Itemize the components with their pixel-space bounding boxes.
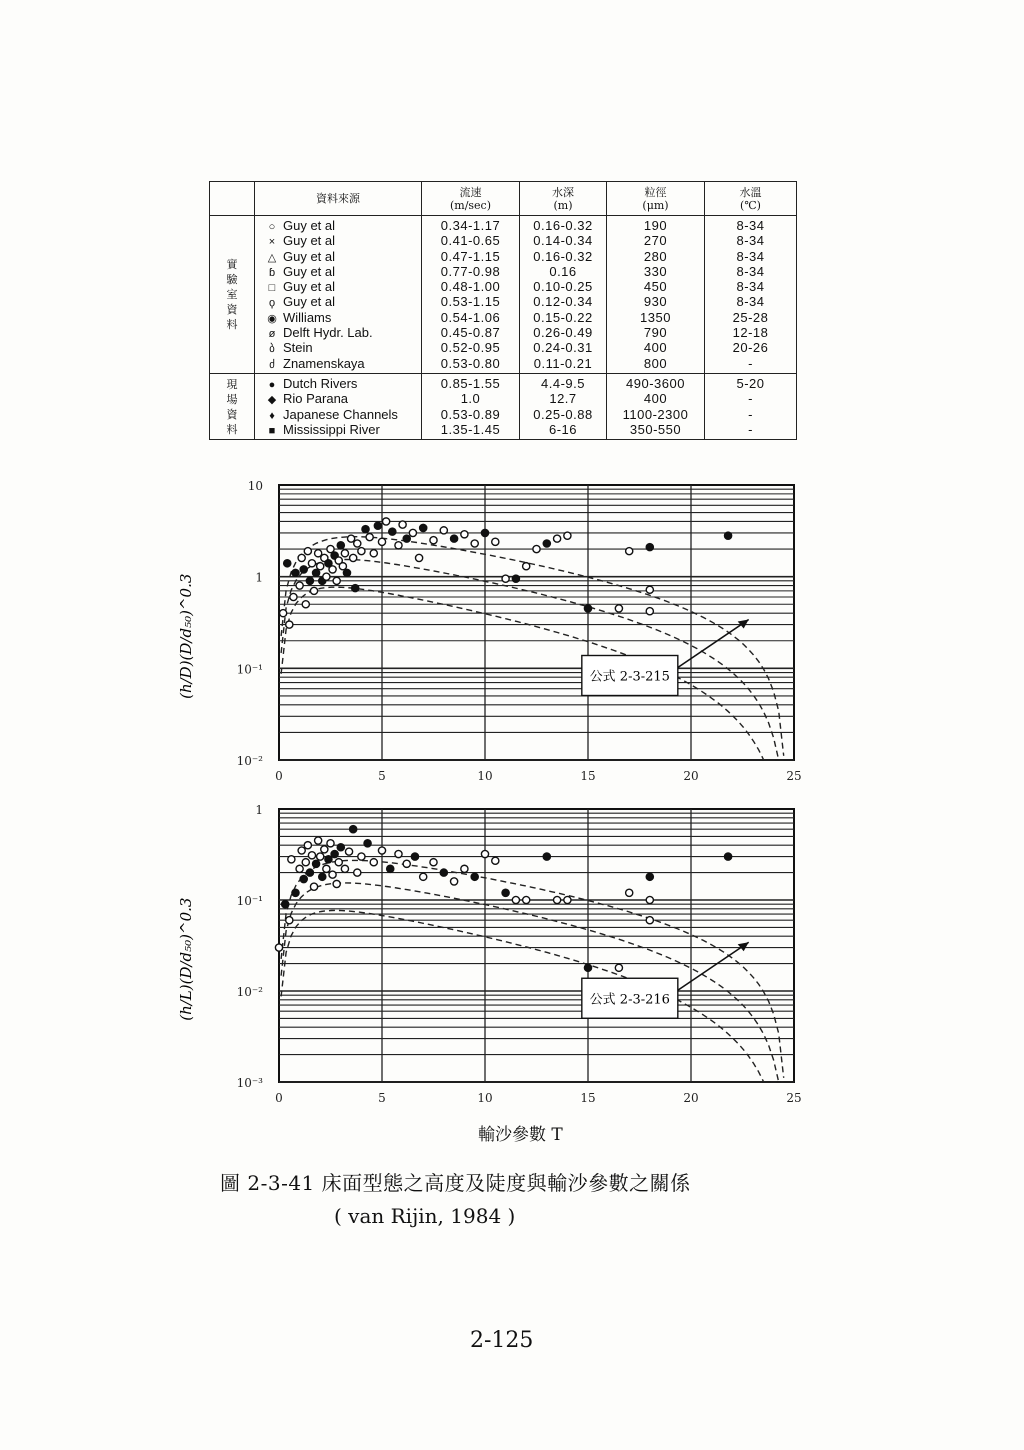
data-point xyxy=(724,532,731,539)
x-tick-label: 5 xyxy=(378,769,386,782)
x-tick-label: 10 xyxy=(477,1091,493,1105)
data-point xyxy=(341,865,348,872)
data-point xyxy=(312,569,319,576)
data-point xyxy=(286,917,293,924)
table-cell: 8-34 xyxy=(736,248,765,264)
header-depth xyxy=(520,182,607,216)
data-point xyxy=(626,889,633,896)
table-cell xyxy=(255,376,421,391)
header-grain-unit: (μm) xyxy=(642,198,669,212)
data-point xyxy=(335,859,342,866)
data-point xyxy=(310,883,317,890)
x-tick-label: 20 xyxy=(683,769,699,782)
data-point xyxy=(282,901,289,908)
data-point xyxy=(331,850,338,857)
data-point xyxy=(420,873,427,880)
data-point xyxy=(312,860,319,867)
source-name: Guy et al xyxy=(283,263,336,279)
table-cell: 350-550 xyxy=(629,421,682,437)
column-depth xyxy=(520,216,607,374)
data-point xyxy=(339,563,346,570)
header-velocity xyxy=(422,182,520,216)
header-velocity-unit: (m/sec) xyxy=(449,198,492,212)
table-cell: 8-34 xyxy=(736,279,765,295)
table-cell: 8-34 xyxy=(736,218,765,233)
figure-citation: ( van Rijin, 1984 ) xyxy=(334,1204,516,1228)
table-cell xyxy=(255,391,421,406)
y-tick-label: 10⁻² xyxy=(236,985,263,999)
chart-bedform-height xyxy=(0,472,1024,782)
data-point xyxy=(533,545,540,552)
y-tick-label: 10⁻² xyxy=(236,754,263,768)
data-point xyxy=(358,548,365,555)
header-temperature xyxy=(705,182,797,216)
arrow-head xyxy=(738,620,749,629)
data-point xyxy=(724,853,731,860)
source-name: Guy et al xyxy=(283,218,336,233)
data-point xyxy=(302,601,309,608)
table-cell xyxy=(255,310,421,325)
source-name: Guy et al xyxy=(283,233,336,249)
data-point xyxy=(411,853,418,860)
table-cell: 1350 xyxy=(640,309,671,325)
marker-symbol: × xyxy=(268,236,276,249)
data-point xyxy=(387,865,394,872)
data-source-table xyxy=(209,181,797,440)
y-tick-label: 10⁻³ xyxy=(236,1076,263,1090)
data-point xyxy=(615,964,622,971)
data-point xyxy=(366,534,373,541)
table-cell xyxy=(255,218,421,233)
marker-symbol: ძ xyxy=(269,358,275,371)
data-point xyxy=(502,889,509,896)
table-cell: - xyxy=(748,355,753,371)
table-cell: 8-34 xyxy=(736,294,765,310)
column-depth xyxy=(520,373,607,439)
table-cell: 0.53-1.15 xyxy=(440,294,501,310)
x-tick-label: 15 xyxy=(580,769,596,782)
y-axis-label: (h/L)(D/d₅₀)^0.3 xyxy=(177,897,195,1021)
marker-symbol: ● xyxy=(268,378,276,391)
page-number: 2-125 xyxy=(470,1328,534,1353)
table-cell xyxy=(255,279,421,294)
data-point xyxy=(337,542,344,549)
column-velocity xyxy=(422,216,520,374)
data-point xyxy=(646,586,653,593)
marker-symbol: ɓ xyxy=(268,266,276,279)
marker-symbol: □ xyxy=(268,282,276,295)
data-point xyxy=(275,944,282,951)
table-cell: 0.15-0.22 xyxy=(533,309,593,325)
marker-symbol: ■ xyxy=(268,424,276,437)
data-point xyxy=(354,869,361,876)
data-point xyxy=(564,896,571,903)
data-point xyxy=(333,577,340,584)
group-label: 現 場 資 料 xyxy=(210,373,255,439)
header-grain-label: 粒徑 xyxy=(644,185,667,199)
marker-symbol: ◉ xyxy=(267,312,277,325)
table-cell: - xyxy=(748,391,753,407)
data-point xyxy=(395,542,402,549)
table-cell: 400 xyxy=(643,391,668,407)
marker-symbol: ბ xyxy=(269,343,275,356)
table-cell xyxy=(255,340,421,355)
data-point xyxy=(378,538,385,545)
data-point xyxy=(626,548,633,555)
formula-label: 公式 2-3-216 xyxy=(589,992,670,1008)
marker-symbol: ϙ xyxy=(268,297,276,310)
data-point xyxy=(300,566,307,573)
data-point xyxy=(492,857,499,864)
data-point xyxy=(471,540,478,547)
data-point xyxy=(399,521,406,528)
data-point xyxy=(451,878,458,885)
data-point xyxy=(343,569,350,576)
table-cell: 930 xyxy=(643,294,668,310)
data-point xyxy=(337,844,344,851)
data-point xyxy=(370,859,377,866)
y-tick-label: 1 xyxy=(255,570,263,585)
data-point xyxy=(292,569,299,576)
data-point xyxy=(348,535,355,542)
table-cell: 0.16-0.32 xyxy=(533,248,593,264)
data-point xyxy=(333,880,340,887)
data-point xyxy=(321,846,328,853)
y-axis-label: (h/D)(D/d₅₀)^0.3 xyxy=(177,573,195,699)
data-point xyxy=(395,850,402,857)
data-point xyxy=(461,531,468,538)
y-tick-label: 10 xyxy=(247,479,263,493)
data-point xyxy=(302,859,309,866)
table-cell: 0.25-0.88 xyxy=(533,406,593,422)
column-velocity xyxy=(422,373,520,439)
table-cell: 0.34-1.17 xyxy=(440,218,501,233)
data-point xyxy=(362,526,369,533)
table-cell xyxy=(255,264,421,279)
column-source xyxy=(255,373,422,439)
table-cell: 0.16-0.32 xyxy=(533,218,593,233)
header-depth-unit: (m) xyxy=(553,198,573,212)
source-name: Guy et al xyxy=(283,294,336,310)
data-point xyxy=(352,585,359,592)
table-cell xyxy=(255,294,421,309)
table-cell: 270 xyxy=(643,233,668,249)
marker-symbol: ♦ xyxy=(269,409,275,422)
data-point xyxy=(319,873,326,880)
x-tick-label: 20 xyxy=(683,1091,699,1105)
source-name: Mississippi River xyxy=(283,421,380,437)
table-cell xyxy=(255,325,421,340)
source-name: Dutch Rivers xyxy=(283,375,358,391)
data-point xyxy=(325,856,332,863)
chart-bedform-steepness xyxy=(0,796,1024,1106)
data-point xyxy=(350,554,357,561)
x-tick-label: 25 xyxy=(786,1091,802,1105)
data-point xyxy=(383,518,390,525)
header-source: 資料來源 xyxy=(255,182,422,216)
x-axis-label: 輸沙參數 T xyxy=(478,1125,563,1145)
data-point xyxy=(329,566,336,573)
table-cell: 0.41-0.65 xyxy=(440,233,501,249)
table-cell: 1.35-1.45 xyxy=(440,421,501,437)
data-point xyxy=(341,550,348,557)
table-cell xyxy=(255,233,421,248)
data-point xyxy=(310,587,317,594)
data-point xyxy=(308,852,315,859)
table-group-field xyxy=(210,373,797,439)
table-cell: 0.16 xyxy=(549,263,577,279)
data-point xyxy=(389,528,396,535)
data-point xyxy=(646,917,653,924)
data-point xyxy=(364,840,371,847)
table-cell xyxy=(255,407,421,422)
data-point xyxy=(646,608,653,615)
table-cell: 0.47-1.15 xyxy=(440,248,501,264)
data-point xyxy=(308,560,315,567)
table-cell: 0.10-0.25 xyxy=(533,279,593,295)
data-point xyxy=(298,847,305,854)
table-cell: 0.12-0.34 xyxy=(533,294,593,310)
table-cell: 1.0 xyxy=(460,391,481,407)
table-header-row xyxy=(210,182,797,216)
y-tick-label: 10⁻¹ xyxy=(236,662,263,677)
table-cell: - xyxy=(748,421,753,437)
arrow-head xyxy=(738,942,749,951)
table-cell: 25-28 xyxy=(732,309,769,325)
formula-label: 公式 2-3-215 xyxy=(589,669,670,685)
data-point xyxy=(523,896,530,903)
table-cell: 190 xyxy=(643,218,668,233)
data-point xyxy=(420,524,427,531)
table-cell: 800 xyxy=(643,355,668,371)
header-velocity-label: 流速 xyxy=(459,185,482,199)
data-point xyxy=(615,605,622,612)
data-point xyxy=(471,873,478,880)
data-point xyxy=(280,610,287,617)
data-point xyxy=(403,535,410,542)
marker-symbol: ○ xyxy=(268,221,276,233)
source-name: Williams xyxy=(283,309,332,325)
source-name: Rio Parana xyxy=(283,391,349,407)
table-cell: 0.26-0.49 xyxy=(533,325,593,341)
data-point xyxy=(554,535,561,542)
data-point xyxy=(286,621,293,628)
header-temp-unit: (℃) xyxy=(740,198,761,212)
table-cell: 0.45-0.87 xyxy=(440,325,501,341)
y-tick-label: 1 xyxy=(255,803,263,817)
data-point xyxy=(374,522,381,529)
table-cell: 8-34 xyxy=(736,263,765,279)
marker-symbol: △ xyxy=(267,251,277,264)
marker-symbol: ø xyxy=(268,328,276,341)
data-point xyxy=(323,573,330,580)
data-point xyxy=(345,848,352,855)
group-label: 實 驗 室 資 料 xyxy=(210,216,255,374)
x-tick-label: 5 xyxy=(378,1091,386,1105)
data-point xyxy=(512,575,519,582)
table-cell: 12-18 xyxy=(732,325,769,341)
data-point xyxy=(292,889,299,896)
table-cell: 0.48-1.00 xyxy=(440,279,501,295)
data-point xyxy=(306,577,313,584)
data-point xyxy=(315,837,322,844)
table-cell: 280 xyxy=(643,248,668,264)
data-point xyxy=(523,563,530,570)
column-temp xyxy=(705,216,797,374)
column-grain xyxy=(607,216,705,374)
data-point xyxy=(288,856,295,863)
data-point xyxy=(461,865,468,872)
x-tick-label: 0 xyxy=(275,769,283,782)
data-point xyxy=(564,532,571,539)
table-cell: 330 xyxy=(643,263,668,279)
data-point xyxy=(415,554,422,561)
data-point xyxy=(481,529,488,536)
data-point xyxy=(284,560,291,567)
table-header-group xyxy=(210,182,255,216)
column-temp xyxy=(705,373,797,439)
data-point xyxy=(329,871,336,878)
data-point xyxy=(317,563,324,570)
table-group-lab xyxy=(210,216,797,374)
x-tick-label: 15 xyxy=(580,1091,596,1105)
data-point xyxy=(296,582,303,589)
table-cell: 8-34 xyxy=(736,233,765,249)
data-point xyxy=(354,540,361,547)
data-point xyxy=(430,537,437,544)
source-name: Guy et al xyxy=(283,279,336,295)
data-point xyxy=(584,605,591,612)
column-grain xyxy=(607,373,705,439)
table-cell: 0.85-1.55 xyxy=(440,375,501,391)
table-cell xyxy=(255,356,421,371)
marker-symbol: ◆ xyxy=(267,394,277,407)
data-point xyxy=(512,896,519,903)
data-point xyxy=(370,550,377,557)
x-tick-label: 0 xyxy=(275,1091,283,1105)
source-name: Stein xyxy=(283,340,313,356)
data-point xyxy=(300,875,307,882)
table-cell xyxy=(255,249,421,264)
table-cell: 5-20 xyxy=(736,375,765,391)
data-point xyxy=(290,593,297,600)
header-temp-label: 水溫 xyxy=(739,185,762,199)
source-name: Znamenskaya xyxy=(283,355,365,371)
data-point xyxy=(304,842,311,849)
table-cell: 450 xyxy=(643,279,668,295)
table-cell: 0.53-0.80 xyxy=(440,355,501,371)
header-depth-label: 水深 xyxy=(552,185,574,199)
data-point xyxy=(323,865,330,872)
source-name: Japanese Channels xyxy=(283,406,398,422)
data-point xyxy=(584,964,591,971)
table-cell xyxy=(255,422,421,437)
figure-caption: 圖 2-3-41 床面型態之高度及陡度與輸沙參數之關係 xyxy=(220,1171,691,1195)
table-cell: 20-26 xyxy=(732,340,769,356)
data-point xyxy=(409,529,416,536)
table-cell: 4.4-9.5 xyxy=(541,375,585,391)
table-cell: 400 xyxy=(643,340,668,356)
plot-frame xyxy=(279,809,794,1082)
table-cell: 0.52-0.95 xyxy=(440,340,501,356)
data-point xyxy=(358,853,365,860)
source-name: Delft Hydr. Lab. xyxy=(283,325,373,341)
table-cell: 790 xyxy=(643,325,668,341)
data-point xyxy=(350,826,357,833)
column-source xyxy=(255,216,422,374)
data-point xyxy=(646,873,653,880)
data-point xyxy=(451,535,458,542)
x-tick-label: 25 xyxy=(786,769,802,782)
table-cell: 12.7 xyxy=(549,391,577,407)
table-cell: 0.53-0.89 xyxy=(440,406,501,422)
table-cell: 0.24-0.31 xyxy=(533,340,593,356)
data-point xyxy=(646,544,653,551)
table-cell: 0.11-0.21 xyxy=(533,355,593,371)
y-tick-label: 10⁻¹ xyxy=(236,894,263,908)
data-point xyxy=(327,840,334,847)
data-point xyxy=(543,853,550,860)
data-point xyxy=(430,859,437,866)
table-cell: 0.54-1.06 xyxy=(440,309,501,325)
data-point xyxy=(502,575,509,582)
data-point xyxy=(440,527,447,534)
x-tick-label: 10 xyxy=(477,769,493,782)
data-point xyxy=(403,860,410,867)
header-grain xyxy=(607,182,705,216)
data-point xyxy=(554,896,561,903)
data-point xyxy=(298,554,305,561)
table-cell: 6-16 xyxy=(548,421,578,437)
data-point xyxy=(304,548,311,555)
table-cell: 490-3600 xyxy=(626,375,685,391)
table-cell: 1100-2300 xyxy=(622,406,689,422)
plot-frame xyxy=(279,485,794,760)
data-point xyxy=(543,540,550,547)
table-cell: 0.14-0.34 xyxy=(533,233,593,249)
data-point xyxy=(481,850,488,857)
table-cell: - xyxy=(748,406,753,422)
data-point xyxy=(296,865,303,872)
data-point xyxy=(646,896,653,903)
data-point xyxy=(306,869,313,876)
envelope-curve xyxy=(281,883,784,1082)
data-point xyxy=(492,538,499,545)
source-name: Guy et al xyxy=(283,248,336,264)
table-cell: 0.77-0.98 xyxy=(440,263,501,279)
data-point xyxy=(378,847,385,854)
data-point xyxy=(440,869,447,876)
data-point xyxy=(317,853,324,860)
